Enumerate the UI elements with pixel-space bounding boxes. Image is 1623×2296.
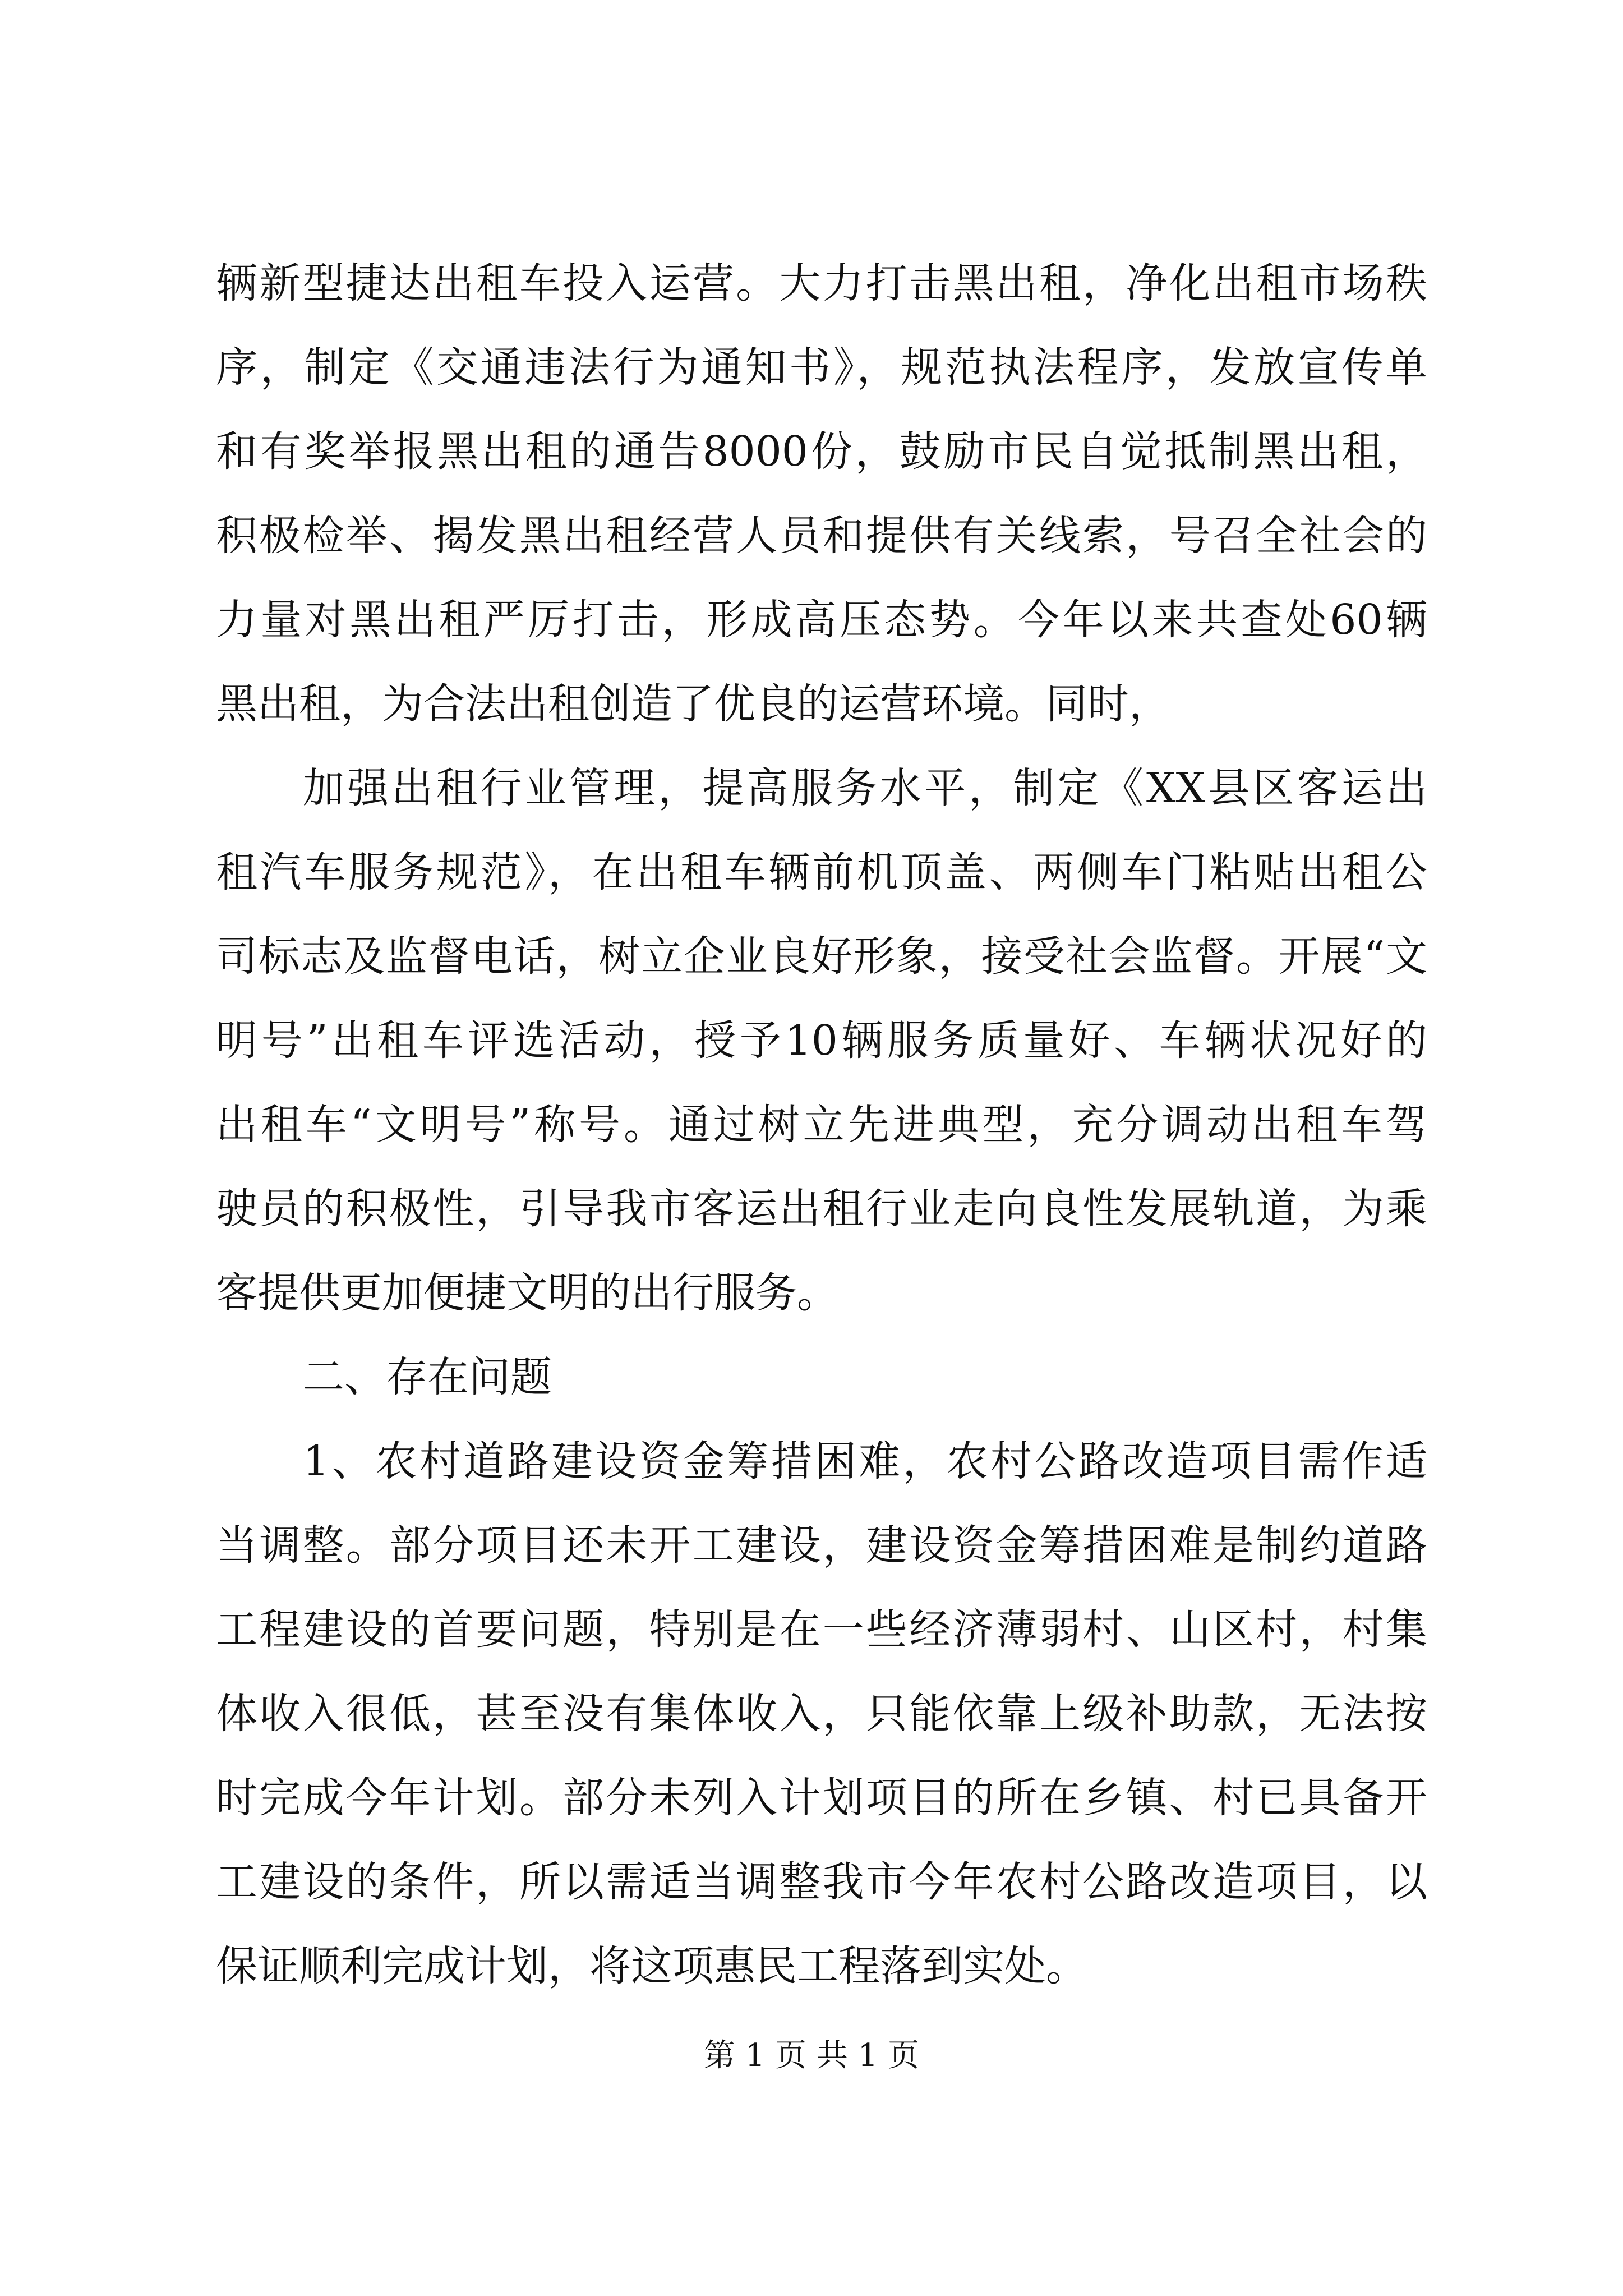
body-line: 辆新型捷达出租车投入运营。大力打击黑出租，净化出租市场秩 [216,259,1427,307]
body-line: 司标志及监督电话，树立企业良好形象，接受社会监督。开展“文 [216,932,1427,981]
body-line: 保证顺利完成计划，将这项惠民工程落到实处。 [216,1942,1087,1990]
body-line: 时完成今年计划。部分未列入计划项目的所在乡镇、村已具备开 [216,1774,1427,1822]
body-line: 出租车“文明号”称号。通过树立先进典型，充分调动出租车驾 [216,1101,1427,1149]
body-line: 体收入很低，甚至没有集体收入，只能依靠上级补助款，无法按 [216,1690,1427,1738]
body-line: 和有奖举报黑出租的通告8000份，鼓励市民自觉抵制黑出租， [216,427,1427,476]
body-line: 明号”出租车评选活动，授予10辆服务质量好、车辆状况好的 [216,1016,1427,1065]
paragraph-first-line: 1、农村道路建设资金筹措困难，农村公路改造项目需作适 [303,1437,1427,1485]
body-line: 客提供更加便捷文明的出行服务。 [216,1269,838,1317]
body-line: 当调整。部分项目还未开工建设，建设资金筹措困难是制约道路 [216,1521,1427,1570]
page-number-footer: 第 1 页 共 1 页 [703,2037,920,2074]
body-line: 黑出租，为合法出租创造了优良的运营环境。同时， [216,680,1170,728]
paragraph-first-line: 加强出租行业管理，提高服务水平，制定《XX县区客运出 [303,764,1427,812]
body-line: 积极检举、揭发黑出租经营人员和提供有关线索，号召全社会的 [216,512,1427,560]
body-line: 力量对黑出租严厉打击，形成高压态势。今年以来共查处60辆 [216,596,1427,644]
body-line: 租汽车服务规范》，在出租车辆前机顶盖、两侧车门粘贴出租公 [216,848,1427,896]
body-line: 序，制定《交通违法行为通知书》，规范执法程序，发放宣传单 [216,343,1427,392]
body-line: 驶员的积极性，引导我市客运出租行业走向良性发展轨道，为乘 [216,1185,1427,1233]
section-heading: 二、存在问题 [303,1353,552,1401]
body-line: 工建设的条件，所以需适当调整我市今年农村公路改造项目，以 [216,1858,1427,1906]
body-line: 工程建设的首要问题，特别是在一些经济薄弱村、山区村，村集 [216,1605,1427,1654]
